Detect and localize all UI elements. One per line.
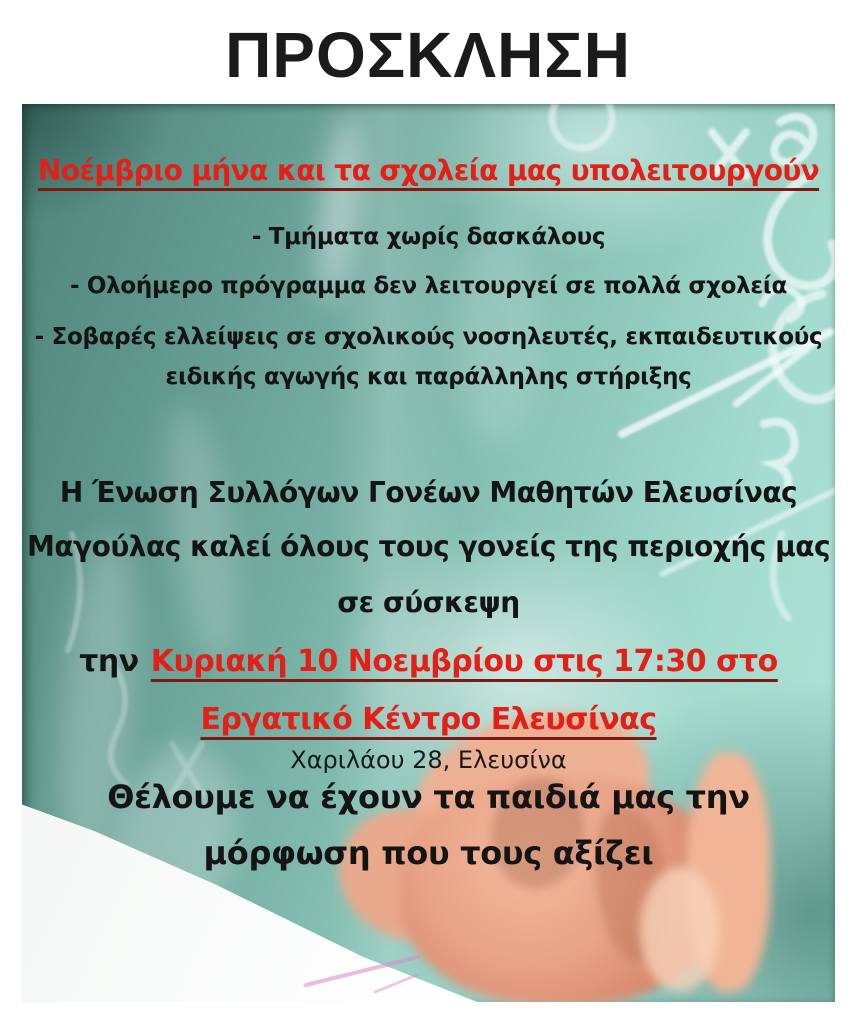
bullet-line: ειδικής αγωγής και παράλληλης στήριξης <box>165 364 692 390</box>
closing-line: μόρφωση που τους αξίζει <box>203 834 654 872</box>
page-title: ΠΡΟΣΚΛΗΣΗ <box>225 19 631 91</box>
bullet-line: - Τμήματα χωρίς δασκάλους <box>251 224 606 250</box>
event-prefix: την <box>79 644 139 679</box>
hand-highlight <box>640 867 720 992</box>
invitation-line: Η Ένωση Συλλόγων Γονέων Μαθητών Ελευσίνας <box>59 476 798 509</box>
event-address: Χαριλάου 28, Ελευσίνα <box>290 746 567 774</box>
closing-line: Θέλουμε να έχουν τα παιδιά μας την <box>107 778 750 816</box>
invitation-line: Μαγούλας καλεί όλους τους γονείς της περιοχής μας <box>26 530 831 563</box>
event-venue: Εργατικό Κέντρο Ελευσίνας <box>200 702 657 737</box>
event-datetime: Κυριακή 10 Νοεμβρίου στις 17:30 στο <box>150 644 778 679</box>
bullet-line: - Σοβαρές ελλείψεις σε σχολικούς νοσηλευτές, εκπαιδευτικούς <box>34 324 823 350</box>
chalkboard-photo <box>22 104 835 1002</box>
bullet-line: - Ολοήμερο πρόγραμμα δεν λειτουργεί σε πολλά σχολεία <box>69 273 788 299</box>
event-venue-line <box>22 702 835 737</box>
event-datetime-line <box>22 644 835 679</box>
invitation-line: σε σύσκεψη <box>337 586 520 619</box>
board-heading: Νοέμβριο μήνα και τα σχολεία μας υπολειτουργούν <box>37 154 820 187</box>
